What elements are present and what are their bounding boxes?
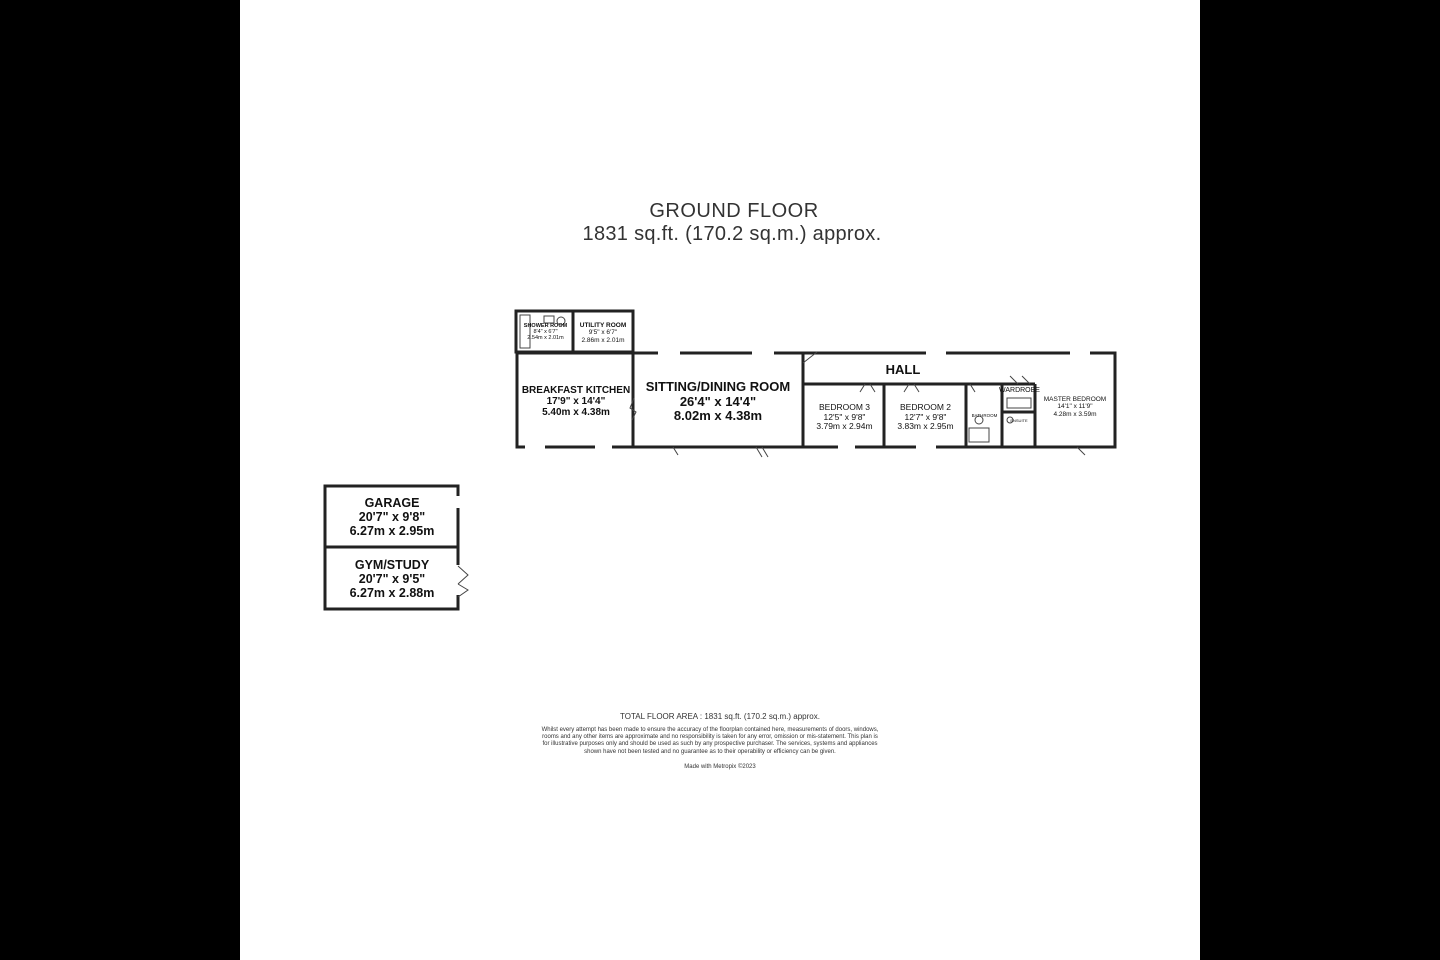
bathroom-name: BATHROOM bbox=[971, 413, 998, 418]
bathroom-label bbox=[967, 413, 1002, 418]
floorplan-canvas bbox=[240, 0, 1200, 960]
footer-made-with: Made with Metropix ©2023 bbox=[684, 764, 756, 770]
bedroom2-imperial: 12'7" x 9'8" bbox=[904, 411, 947, 422]
floor-area: 1831 sq.ft. (170.2 sq.m.) approx. bbox=[582, 223, 882, 245]
garage-name: GARAGE bbox=[364, 496, 420, 510]
master-bedroom-imperial: 14'1" x 11'9" bbox=[1057, 403, 1093, 411]
breakfast-kitchen-metric: 5.40m x 4.38m bbox=[542, 407, 610, 419]
gym-study-label bbox=[328, 558, 456, 600]
garage-imperial: 20'7" x 9'8" bbox=[358, 510, 426, 524]
garage-metric: 6.27m x 2.95m bbox=[349, 524, 435, 538]
wardrobe-label bbox=[999, 387, 1039, 395]
bedroom3-name: BEDROOM 3 bbox=[818, 402, 870, 412]
footer-disclaimer: Whilst every attempt has been made to ensure the accuracy of the floorplan contained here, measurements of doors, windows, rooms and any other items are approximate and no responsibility is taken for any error, omission or mis-statement. This plan is for illustrative purposes only and should be used as such by any prospective purchaser. The services, systems and appliances shown have not been tested and no guarantee as to their operability or efficiency can be given. bbox=[541, 727, 879, 755]
wardrobe-name: WARDROBE bbox=[999, 387, 1040, 394]
utility-room-imperial: 9'5" x 6'7" bbox=[588, 329, 618, 337]
sitting-dining-name: SITTING/DINING ROOM bbox=[645, 379, 791, 394]
hall-label bbox=[870, 363, 936, 378]
shower-room-name: SHOWER ROOM bbox=[523, 323, 568, 329]
utility-room-name: UTILITY ROOM bbox=[579, 322, 627, 329]
floorplan-walls bbox=[240, 0, 1200, 960]
breakfast-kitchen-label bbox=[519, 385, 633, 419]
sitting-dining-imperial: 26'4" x 14'4" bbox=[679, 393, 757, 409]
master-bedroom-label bbox=[1037, 396, 1113, 418]
shower-room-label bbox=[518, 323, 573, 341]
ensuite-label bbox=[1003, 419, 1035, 423]
bedroom3-label bbox=[806, 403, 883, 432]
utility-room-label bbox=[574, 322, 632, 344]
footer-total-area: TOTAL FLOOR AREA : 1831 sq.ft. (170.2 sq.m.) approx. bbox=[620, 712, 820, 721]
gym-study-name: GYM/STUDY bbox=[354, 558, 430, 572]
bedroom2-name: BEDROOM 2 bbox=[899, 402, 951, 412]
bedroom2-label bbox=[886, 403, 965, 432]
floor-title: GROUND FLOOR bbox=[649, 200, 819, 222]
gym-study-metric: 6.27m x 2.88m bbox=[349, 586, 435, 600]
breakfast-kitchen-name: BREAKFAST KITCHEN bbox=[521, 385, 631, 396]
gym-study-imperial: 20'7" x 9'5" bbox=[358, 572, 426, 586]
bedroom3-metric: 3.79m x 2.94m bbox=[816, 421, 873, 432]
ensuite-name: ENSUITE bbox=[1010, 418, 1028, 423]
bedroom2-metric: 3.83m x 2.95m bbox=[897, 421, 954, 432]
breakfast-kitchen-imperial: 17'9" x 14'4" bbox=[546, 396, 606, 408]
garage-label bbox=[328, 496, 456, 538]
bedroom3-imperial: 12'5" x 9'8" bbox=[823, 411, 866, 422]
shower-room-metric: 2.54m x 2.01m bbox=[527, 335, 564, 342]
utility-room-metric: 2.86m x 2.01m bbox=[581, 336, 625, 344]
sitting-dining-metric: 8.02m x 4.38m bbox=[673, 408, 763, 424]
master-bedroom-metric: 4.28m x 3.59m bbox=[1053, 410, 1097, 418]
master-bedroom-name: MASTER BEDROOM bbox=[1043, 396, 1107, 403]
shower-room-imperial: 8'4" x 6'7" bbox=[533, 329, 558, 336]
sitting-dining-label bbox=[636, 380, 800, 424]
hall-name: HALL bbox=[885, 362, 921, 377]
